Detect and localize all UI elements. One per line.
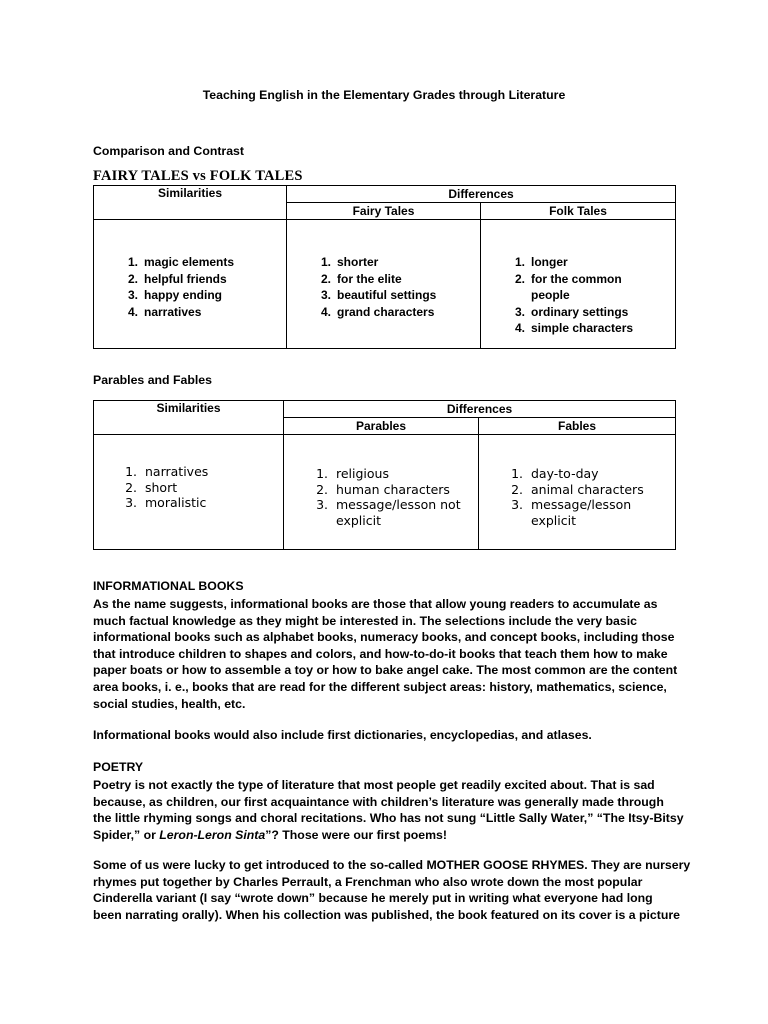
list-text: message/lesson not explicit: [336, 497, 461, 528]
cell-fairy-tales: [287, 220, 481, 349]
cell-folk-tales: [481, 220, 676, 349]
section-heading-parables: Parables and Fables: [93, 373, 212, 387]
list-item: [313, 497, 463, 528]
table-title-fairy-folk: FAIRY TALES vs FOLK TALES: [93, 168, 303, 184]
list-text: magic elements: [144, 255, 235, 269]
text-line: Some of us were lucky to get introduced to the so-called MOTHER GOOSE RHYMES. They are nursery: [93, 858, 691, 872]
text-line: As the name suggests, informational books are those that allow young readers to accumulate as: [93, 597, 658, 611]
list-number: 3.: [511, 497, 523, 512]
list-number: 3.: [514, 304, 525, 319]
list-item: [122, 254, 286, 271]
list-text: moralistic: [145, 495, 207, 510]
list-number: 1.: [316, 466, 328, 481]
list-number: 3.: [316, 497, 328, 512]
text-line: that introduce children to shapes and colors, and how-to-do-it books that teach them how to make: [93, 646, 668, 661]
document-title: Teaching English in the Elementary Grades through Literature: [202, 88, 566, 102]
parables-list: [313, 466, 463, 528]
list-item: [509, 304, 661, 321]
list-item: [315, 254, 480, 271]
header-similarities: Similarities: [94, 186, 287, 220]
list-text: narratives: [144, 304, 202, 319]
italic-title: Leron-Leron Sinta: [159, 827, 266, 842]
text-line: because, as children, our first acquaintance with children’s literature was generally made through: [93, 794, 664, 809]
list-text: happy ending: [144, 288, 222, 302]
list-item: [508, 497, 658, 528]
list-text: for the elite: [337, 271, 402, 286]
text-line: rhymes put together by Charles Perrault, a Frenchman who also wrote down the most popular: [93, 874, 643, 889]
list-item: [315, 287, 480, 304]
fairy-tales-list: [315, 254, 480, 320]
list-number: 2.: [125, 479, 137, 495]
cell-similarities: [94, 220, 287, 349]
list-number: 2.: [514, 271, 525, 286]
text-line: Poetry is not exactly the type of literature that most people get readily excited about. That is sad: [93, 778, 655, 792]
informational-paragraph-2: Informational books would also include first dictionaries, encyclopedias, and atlases.: [93, 728, 592, 742]
cell-similarities-2: [94, 435, 284, 550]
poetry-paragraph-1: Poetry is not exactly the type of literature that most people get readily excited about. That is sad because, as children, our first acquaintance with children’s literature was generally made through the little rhyming songs and choral recitations. Who has not sung “Little Sally Water,” “The Itsy-Bitsy Spider,” or Leron-Leron Sinta”? Those were our first poems!: [93, 778, 684, 842]
list-text: for the common people: [531, 271, 622, 302]
section-heading-comparison: Comparison and Contrast: [93, 144, 244, 158]
list-number: 1.: [514, 255, 525, 269]
list-number: 2.: [127, 271, 138, 286]
list-number: 2.: [316, 481, 328, 497]
list-text: human characters: [336, 481, 450, 497]
list-item: [315, 271, 480, 288]
list-text: ordinary settings: [531, 304, 629, 319]
list-item: [509, 254, 661, 271]
list-item: [315, 304, 480, 321]
list-number: 2.: [320, 271, 331, 286]
heading-informational-books: INFORMATIONAL BOOKS: [93, 579, 244, 593]
header-fairy-tales: Fairy Tales: [287, 203, 481, 220]
header-fables: Fables: [479, 418, 676, 435]
header-folk-tales: Folk Tales: [481, 203, 676, 220]
header-differences: Differences: [287, 186, 676, 203]
list-text: simple characters: [531, 321, 634, 335]
list-text: longer: [531, 255, 568, 269]
informational-paragraph-1: [93, 596, 683, 712]
list-item: [122, 464, 283, 480]
list-number: 1.: [320, 255, 331, 269]
list-number: 1.: [127, 255, 138, 269]
header-parables: Parables: [284, 418, 479, 435]
list-number: 3.: [127, 288, 138, 302]
list-text: message/lesson explicit: [531, 497, 632, 528]
list-item: [122, 480, 283, 496]
list-item: [509, 271, 661, 304]
list-number: 1.: [511, 466, 523, 481]
text-line: much factual knowledge as they might be interested in. The selections include the very basic: [93, 613, 637, 628]
comparison-table-parables-fables: [93, 400, 676, 550]
list-item: [509, 320, 661, 337]
header-similarities-2: Similarities: [94, 401, 284, 435]
fables-list: [508, 466, 658, 528]
list-number: 2.: [511, 481, 523, 497]
list-text: narratives: [145, 464, 209, 479]
list-number: 4.: [514, 321, 525, 335]
text-line: Cinderella variant (I say “wrote down” because he merely put in writing what everyone had long: [93, 891, 653, 906]
text-line: social studies, health, etc.: [93, 696, 246, 711]
list-text: short: [145, 479, 178, 495]
list-number: 3.: [125, 495, 137, 510]
list-number: 1.: [125, 464, 137, 479]
list-text: beautiful settings: [337, 288, 437, 302]
list-item: [508, 482, 658, 498]
list-item: [122, 495, 283, 511]
list-number: 4.: [127, 304, 138, 319]
list-text: animal characters: [531, 481, 644, 497]
header-differences-2: Differences: [284, 401, 676, 418]
text-line: area books, i. e., books that are read for the different subject areas: history, mathematics, science,: [93, 679, 667, 694]
cell-fables: [479, 435, 676, 550]
list-text: day-to-day: [531, 466, 599, 481]
similarities-list: [122, 254, 286, 320]
list-item: [122, 287, 286, 304]
list-item: [122, 271, 286, 288]
list-item: [122, 304, 286, 321]
poetry-paragraph-2: [93, 857, 691, 923]
list-item: [508, 466, 658, 482]
similarities-list-2: [122, 464, 283, 511]
list-number: 3.: [320, 288, 331, 302]
folk-tales-list: [509, 254, 675, 337]
text-line: the little rhyming songs and choral recitations. Who has not sung “Little Sally Water,” “The Itsy-Bitsy: [93, 811, 684, 826]
text-line: informational books such as alphabet books, numeracy books, and concept books, including those: [93, 630, 675, 645]
list-text: shorter: [337, 255, 379, 269]
cell-parables: [284, 435, 479, 550]
list-text: grand characters: [337, 304, 435, 319]
list-item: [313, 482, 463, 498]
list-item: [313, 466, 463, 482]
list-text: religious: [336, 466, 389, 481]
text-line: paper boats or how to assemble a toy or how to bake angel cake. The most common are the content: [93, 663, 678, 678]
heading-poetry: POETRY: [93, 760, 144, 774]
list-text: helpful friends: [144, 271, 227, 286]
text-line: been narrating orally). When his collection was published, the book featured on its cover is a picture: [93, 907, 680, 922]
comparison-table-fairy-folk: [93, 185, 676, 349]
list-number: 4.: [320, 304, 331, 319]
